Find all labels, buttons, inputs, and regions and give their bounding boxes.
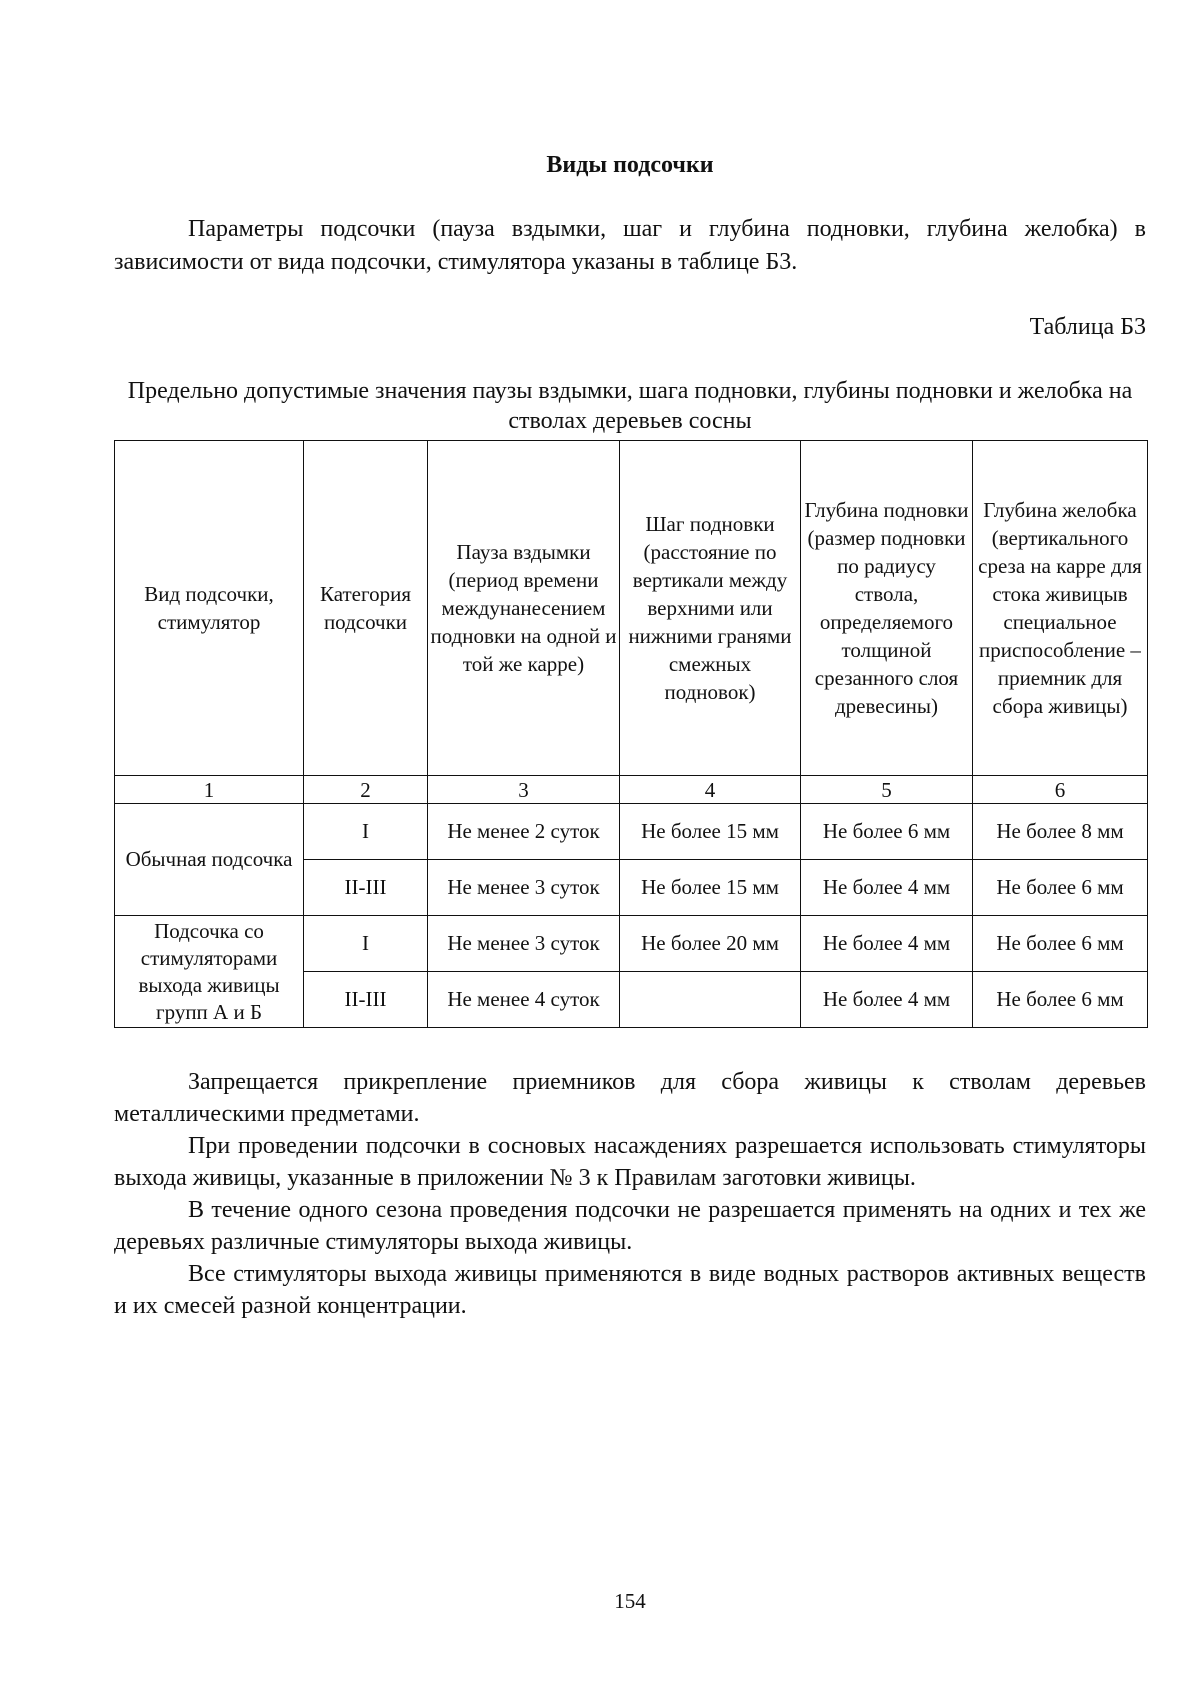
header-depth: Глубина подновки (размер подновки по радиусу ствола, определяемого толщиной срезанного слоя древесины) xyxy=(801,441,973,776)
header-tapping-type: Вид подсочки, стимулятор xyxy=(115,441,304,776)
table-row xyxy=(115,916,1148,972)
header-step: Шаг подновки (расстояние по вертикали между верхними или нижними гранями смежных подновок) xyxy=(620,441,801,776)
category-cell: II-III xyxy=(304,860,428,916)
table-caption: Предельно допустимые значения паузы вздымки, шага подновки, глубины подновки и желобка на стволах деревьев сосны xyxy=(127,378,1133,434)
tapping-parameters-table xyxy=(114,440,1148,1028)
intro-paragraph: Параметры подсочки (пауза вздымки, шаг и глубина подновки, глубина желобка) в зависимости от вида подсочки, стимулятора указаны в таблице Б3. xyxy=(114,216,1146,275)
tapping-type-cell: Обычная подсочка xyxy=(115,804,304,916)
body-paragraph: Запрещается прикрепление приемников для сбора живицы к стволам деревьев металлическими предметами. xyxy=(114,1069,1146,1127)
pause-cell: Не менее 4 суток xyxy=(428,972,620,1028)
tapping-type-cell: Подсочка со стимуляторами выхода живицы групп А и Б xyxy=(115,916,304,1028)
category-cell: I xyxy=(304,916,428,972)
column-number-row xyxy=(115,776,1148,804)
column-number: 2 xyxy=(304,776,428,804)
table-row xyxy=(115,804,1148,860)
body-text xyxy=(114,1066,1146,1322)
page-number: 154 xyxy=(614,1589,646,1613)
header-pause: Пауза вздымки (период времени междунанесением подновки на одной и той же карре) xyxy=(428,441,620,776)
header-groove: Глубина желобка (вертикального среза на карре для стока живицыв специальное приспособление – приемник для сбора живицы) xyxy=(973,441,1148,776)
pause-cell: Не менее 3 суток xyxy=(428,860,620,916)
groove-cell: Не более 6 мм xyxy=(973,860,1148,916)
body-paragraph: При проведении подсочки в сосновых насаждениях разрешается использовать стимуляторы выхода живицы, указанные в приложении № 3 к Правилам заготовки живицы. xyxy=(114,1133,1146,1191)
step-cell-empty xyxy=(620,972,801,1028)
document-page xyxy=(114,0,1146,1696)
column-number: 6 xyxy=(973,776,1148,804)
step-cell: Не более 15 мм xyxy=(620,860,801,916)
column-number: 1 xyxy=(115,776,304,804)
table-header-row xyxy=(115,441,1148,776)
groove-cell: Не более 8 мм xyxy=(973,804,1148,860)
column-number: 5 xyxy=(801,776,973,804)
depth-cell: Не более 4 мм xyxy=(801,860,973,916)
depth-cell: Не более 4 мм xyxy=(801,972,973,1028)
header-category: Категория подсочки xyxy=(304,441,428,776)
section-heading: Виды подсочки xyxy=(546,152,714,178)
groove-cell: Не более 6 мм xyxy=(973,916,1148,972)
category-cell: I xyxy=(304,804,428,860)
depth-cell: Не более 6 мм xyxy=(801,804,973,860)
body-paragraph: Все стимуляторы выхода живицы применяются в виде водных растворов активных веществ и их смесей разной концентрации. xyxy=(114,1261,1146,1319)
column-number: 4 xyxy=(620,776,801,804)
step-cell: Не более 15 мм xyxy=(620,804,801,860)
column-number: 3 xyxy=(428,776,620,804)
category-cell: II-III xyxy=(304,972,428,1028)
depth-cell: Не более 4 мм xyxy=(801,916,973,972)
pause-cell: Не менее 3 суток xyxy=(428,916,620,972)
table-label: Таблица Б3 xyxy=(1029,314,1146,340)
body-paragraph: В течение одного сезона проведения подсочки не разрешается применять на одних и тех же деревьях различные стимуляторы выхода живицы. xyxy=(114,1197,1146,1255)
step-cell: Не более 20 мм xyxy=(620,916,801,972)
groove-cell: Не более 6 мм xyxy=(973,972,1148,1028)
pause-cell: Не менее 2 суток xyxy=(428,804,620,860)
